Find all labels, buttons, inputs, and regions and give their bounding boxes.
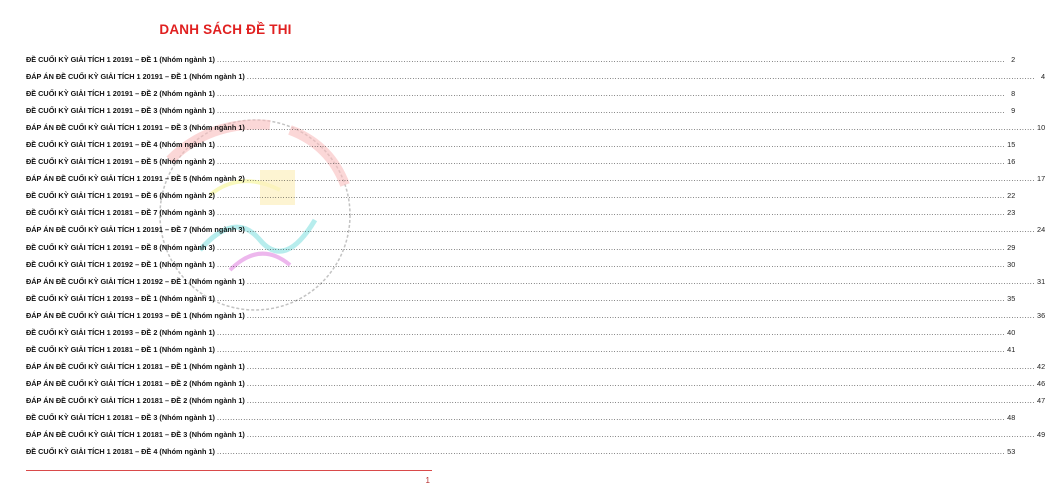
toc-entry-page: 36 — [1037, 310, 1045, 320]
toc-entry-title: ĐỀ CUỐI KỲ GIẢI TÍCH 1 20191 – ĐỀ 8 (Nhóm ngành 3) — [26, 242, 215, 252]
toc-entry-page: 30 — [1007, 259, 1016, 269]
toc-leader-dots: ............................................................................................................................................................................................................................................................................................................ — [216, 55, 1006, 64]
toc-entry-title: ĐỀ CUỐI KỲ GIẢI TÍCH 1 20181 – ĐỀ 7 (Nhóm ngành 3) — [26, 208, 215, 218]
toc-entry-title: ĐỀ CUỐI KỲ GIẢI TÍCH 1 20193 – ĐỀ 1 (Nhóm ngành 1) — [26, 293, 215, 303]
toc-leader-dots: ............................................................................................................................................................................................................................................................................................................ — [246, 174, 1036, 184]
toc-entry-page: 2 — [1011, 55, 1016, 64]
toc-leader-dots: ............................................................................................................................................................................................................................................................................................................ — [246, 430, 1036, 440]
toc-entry[interactable] — [26, 430, 1045, 447]
toc-entry-title: ĐỀ CUỐI KỲ GIẢI TÍCH 1 20191 – ĐỀ 5 (Nhóm ngành 2) — [26, 157, 215, 167]
toc-entry-title: ĐÁP ÁN ĐỀ CUỐI KỲ GIẢI TÍCH 1 20191 – ĐỀ 7 (Nhóm ngành 3) — [26, 225, 245, 235]
toc-entry-title: ĐÁP ÁN ĐỀ CUỐI KỲ GIẢI TÍCH 1 20191 – ĐỀ 1 (Nhóm ngành 1) — [26, 72, 245, 82]
toc-entry-title: ĐỀ CUỐI KỲ GIẢI TÍCH 1 20181 – ĐỀ 1 (Nhóm ngành 1) — [26, 344, 215, 354]
toc-entry[interactable] — [26, 225, 1045, 242]
toc-leader-dots: ............................................................................................................................................................................................................................................................................................................ — [216, 242, 1006, 252]
toc-entry-title: ĐỀ CUỐI KỲ GIẢI TÍCH 1 20181 – ĐỀ 3 (Nhóm ngành 1) — [26, 412, 215, 422]
toc-entry[interactable] — [26, 327, 1016, 345]
toc-leader-dots: ............................................................................................................................................................................................................................................................................................................ — [216, 327, 1006, 337]
toc-entry[interactable] — [26, 447, 1016, 464]
toc-leader-dots: ............................................................................................................................................................................................................................................................................................................ — [216, 89, 1006, 99]
toc-entry-title: ĐỀ CUỐI KỲ GIẢI TÍCH 1 20193 – ĐỀ 2 (Nhóm ngành 1) — [26, 327, 215, 337]
toc-entry-page: 53 — [1007, 447, 1016, 457]
toc-leader-dots: ............................................................................................................................................................................................................................................................................................................ — [246, 378, 1036, 388]
toc-entry[interactable] — [26, 55, 1016, 72]
toc-leader-dots: ............................................................................................................................................................................................................................................................................................................ — [216, 344, 1006, 354]
toc-entry[interactable] — [26, 293, 1016, 311]
toc-entry-title: ĐỀ CUỐI KỲ GIẢI TÍCH 1 20191 – ĐỀ 6 (Nhóm ngành 2) — [26, 191, 215, 201]
toc-entry-page: 16 — [1007, 157, 1016, 167]
toc-entry-page: 47 — [1037, 395, 1045, 405]
toc-entry[interactable] — [26, 361, 1045, 379]
toc-entry[interactable] — [26, 259, 1016, 277]
toc-leader-dots: ............................................................................................................................................................................................................................................................................................................ — [216, 208, 1006, 218]
toc-leader-dots: ............................................................................................................................................................................................................................................................................................................ — [216, 412, 1006, 422]
toc-entry-title: ĐÁP ÁN ĐỀ CUỐI KỲ GIẢI TÍCH 1 20181 – ĐỀ 1 (Nhóm ngành 1) — [26, 361, 245, 371]
toc-entry-title: ĐÁP ÁN ĐỀ CUỐI KỲ GIẢI TÍCH 1 20193 – ĐỀ 1 (Nhóm ngành 1) — [26, 310, 245, 320]
toc-entry[interactable] — [26, 344, 1016, 362]
toc-entry-page: 35 — [1007, 293, 1016, 303]
toc-leader-dots: ............................................................................................................................................................................................................................................................................................................ — [216, 447, 1006, 457]
toc-entry-title: ĐÁP ÁN ĐỀ CUỐI KỲ GIẢI TÍCH 1 20192 – ĐỀ 1 (Nhóm ngành 1) — [26, 276, 245, 286]
toc-leader-dots: ............................................................................................................................................................................................................................................................................................................ — [216, 191, 1006, 201]
footer-divider — [26, 470, 432, 471]
toc-entry[interactable] — [26, 191, 1016, 208]
page-number: 1 — [425, 476, 430, 485]
toc-entry-page: 23 — [1007, 208, 1016, 218]
toc-entry-page: 15 — [1007, 140, 1016, 150]
toc-entry[interactable] — [26, 72, 1045, 89]
toc-entry-title: ĐỀ CUỐI KỲ GIẢI TÍCH 1 20191 – ĐỀ 2 (Nhóm ngành 1) — [26, 89, 215, 99]
toc-entry-page: 10 — [1037, 123, 1045, 133]
toc-leader-dots: ............................................................................................................................................................................................................................................................................................................ — [246, 395, 1036, 405]
toc-entry[interactable] — [26, 106, 1016, 123]
toc-entry[interactable] — [26, 174, 1045, 191]
toc-entry-title: ĐỀ CUỐI KỲ GIẢI TÍCH 1 20191 – ĐỀ 4 (Nhóm ngành 1) — [26, 140, 215, 150]
toc-entry[interactable] — [26, 242, 1016, 260]
toc-entry-title: ĐỀ CUỐI KỲ GIẢI TÍCH 1 20192 – ĐỀ 1 (Nhóm ngành 1) — [26, 259, 215, 269]
toc-leader-dots: ............................................................................................................................................................................................................................................................................................................ — [216, 157, 1006, 167]
toc-entry-title: ĐỀ CUỐI KỲ GIẢI TÍCH 1 20181 – ĐỀ 4 (Nhóm ngành 1) — [26, 447, 215, 457]
toc-entry[interactable] — [26, 276, 1045, 294]
toc-entry-page: 46 — [1037, 378, 1045, 388]
toc-entry-title: ĐỀ CUỐI KỲ GIẢI TÍCH 1 20191 – ĐỀ 3 (Nhóm ngành 1) — [26, 106, 215, 116]
toc-entry-page: 29 — [1007, 242, 1016, 252]
toc-leader-dots: ............................................................................................................................................................................................................................................................................................................ — [246, 276, 1036, 286]
toc-entry-page: 9 — [1011, 106, 1016, 116]
toc-entry-page: 31 — [1037, 276, 1045, 286]
toc-entry-page: 40 — [1007, 327, 1016, 337]
toc-entry-page: 17 — [1037, 174, 1045, 184]
toc-entry[interactable] — [26, 140, 1016, 157]
toc-entry-page: 24 — [1037, 225, 1045, 235]
toc-entry-page: 42 — [1037, 361, 1045, 371]
toc-entry[interactable] — [26, 395, 1045, 413]
toc-entry[interactable] — [26, 157, 1016, 174]
toc-leader-dots: ............................................................................................................................................................................................................................................................................................................ — [246, 72, 1036, 82]
toc-leader-dots: ............................................................................................................................................................................................................................................................................................................ — [216, 259, 1006, 269]
page-title: DANH SÁCH ĐỀ THI — [159, 22, 292, 37]
toc-leader-dots: ............................................................................................................................................................................................................................................................................................................ — [246, 310, 1036, 320]
toc-leader-dots: ............................................................................................................................................................................................................................................................................................................ — [216, 140, 1006, 150]
toc-entry-page: 4 — [1040, 72, 1045, 82]
toc-entry-page: 48 — [1007, 412, 1016, 422]
toc-entry-title: ĐÁP ÁN ĐỀ CUỐI KỲ GIẢI TÍCH 1 20181 – ĐỀ 2 (Nhóm ngành 1) — [26, 378, 245, 388]
table-of-contents — [26, 55, 1045, 464]
toc-entry-title: ĐÁP ÁN ĐỀ CUỐI KỲ GIẢI TÍCH 1 20181 – ĐỀ 3 (Nhóm ngành 1) — [26, 430, 245, 440]
toc-entry[interactable] — [26, 123, 1045, 140]
toc-leader-dots: ............................................................................................................................................................................................................................................................................................................ — [216, 106, 1006, 116]
toc-entry-title: ĐÁP ÁN ĐỀ CUỐI KỲ GIẢI TÍCH 1 20191 – ĐỀ 3 (Nhóm ngành 1) — [26, 123, 245, 133]
toc-leader-dots: ............................................................................................................................................................................................................................................................................................................ — [246, 361, 1036, 371]
toc-leader-dots: ............................................................................................................................................................................................................................................................................................................ — [216, 293, 1006, 303]
toc-entry-title: ĐÁP ÁN ĐỀ CUỐI KỲ GIẢI TÍCH 1 20181 – ĐỀ 2 (Nhóm ngành 1) — [26, 395, 245, 405]
toc-entry[interactable] — [26, 208, 1016, 225]
toc-entry-page: 49 — [1037, 430, 1045, 440]
toc-leader-dots: ............................................................................................................................................................................................................................................................................................................ — [246, 225, 1036, 235]
toc-entry-title: ĐÁP ÁN ĐỀ CUỐI KỲ GIẢI TÍCH 1 20191 – ĐỀ 5 (Nhóm ngành 2) — [26, 174, 245, 184]
toc-leader-dots: ............................................................................................................................................................................................................................................................................................................ — [246, 123, 1036, 133]
toc-entry[interactable] — [26, 89, 1016, 106]
toc-entry[interactable] — [26, 378, 1045, 396]
toc-entry[interactable] — [26, 412, 1016, 430]
toc-entry-page: 8 — [1011, 89, 1016, 99]
toc-entry-page: 41 — [1007, 344, 1016, 354]
toc-entry[interactable] — [26, 310, 1045, 328]
toc-entry-page: 22 — [1007, 191, 1016, 201]
toc-entry-title: ĐỀ CUỐI KỲ GIẢI TÍCH 1 20191 – ĐỀ 1 (Nhóm ngành 1) — [26, 55, 215, 64]
